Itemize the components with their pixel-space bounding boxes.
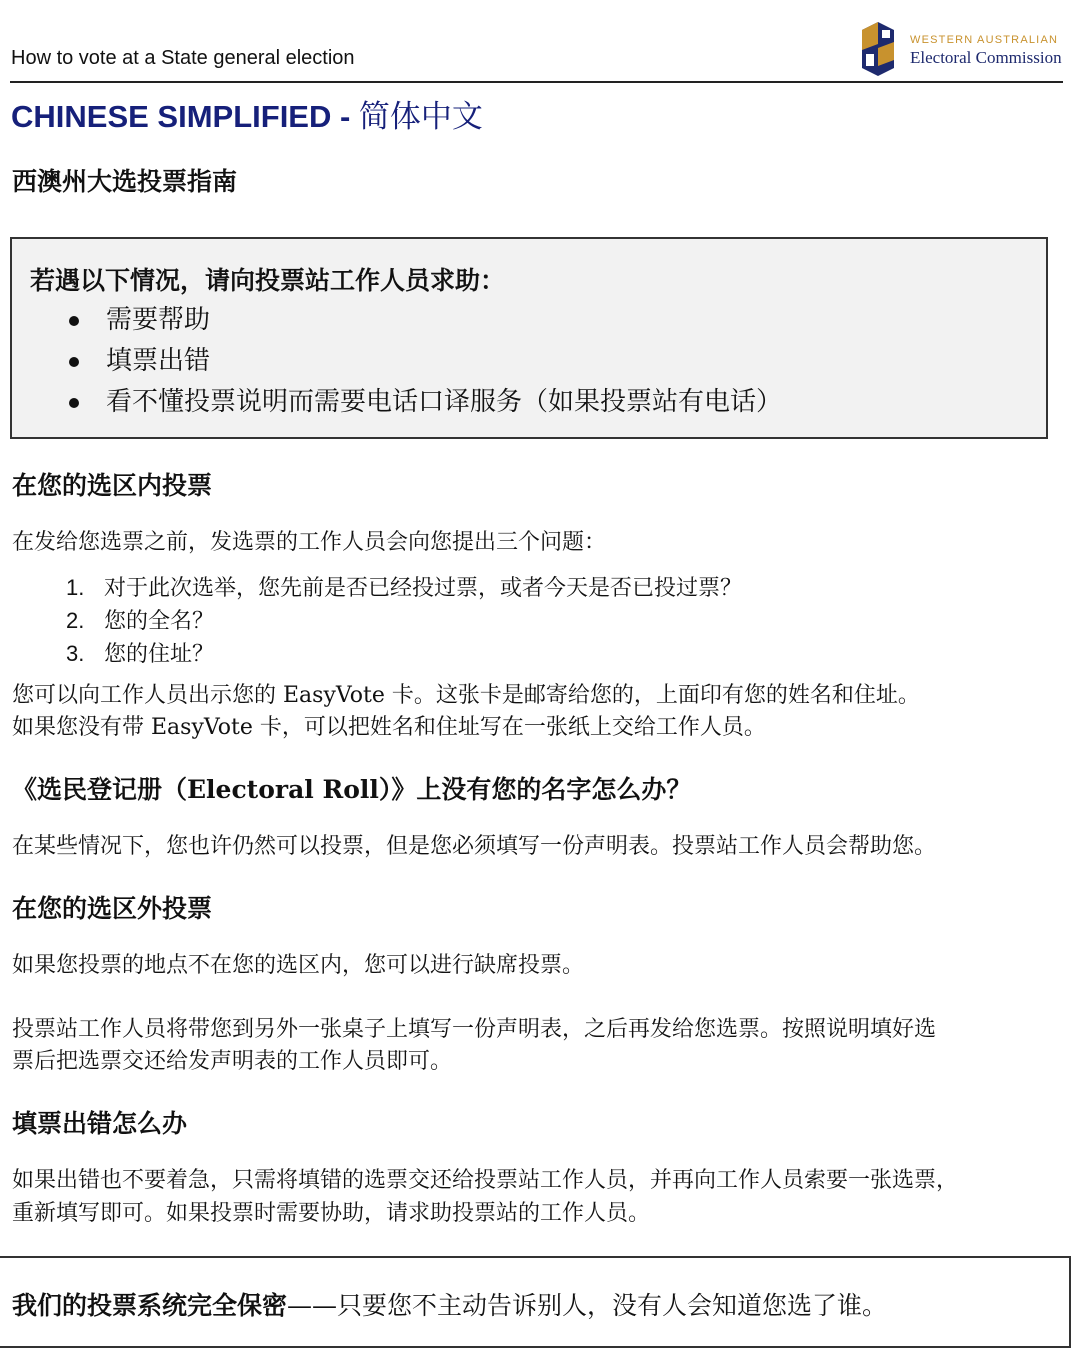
header-divider <box>10 81 1063 83</box>
question-text: 您的住址？ <box>104 642 215 667</box>
help-box <box>10 237 1048 439</box>
easyvote-paragraph-line-2: 如果您没有带 EasyVote 卡，可以把姓名和住址写在一张纸上交给工作人员。 <box>12 715 766 740</box>
easyvote-paragraph-line-1: 您可以向工作人员出示您的 EasyVote 卡。这张卡是邮寄给您的，上面印有您的姓名和住址。 <box>12 683 920 708</box>
section-heading-in-district: 在您的选区内投票 <box>12 471 213 500</box>
waec-logo-icon <box>858 20 898 78</box>
section-heading-mistake: 填票出错怎么办 <box>12 1109 188 1138</box>
out-district-text-2-line-1: 投票站工作人员将带您到另外一张桌子上填写一份声明表，之后再发给您选票。按照说明填好选 <box>12 1017 937 1042</box>
confidentiality-bold: 我们的投票系统完全保密 <box>12 1291 288 1320</box>
help-list <box>66 300 782 423</box>
confidentiality-text <box>12 1286 887 1322</box>
language-title-zh: 简体中文 <box>358 99 483 135</box>
out-district-text-2-line-2: 票后把选票交还给发声明表的工作人员即可。 <box>12 1049 453 1074</box>
section-heading-out-district: 在您的选区外投票 <box>12 894 213 923</box>
question-number: 1. <box>66 575 85 600</box>
question-list <box>66 571 742 670</box>
question-text: 对于此次选举，您先前是否已经投过票，或者今天是否已投过票？ <box>104 576 743 601</box>
question-text: 您的全名？ <box>104 609 215 634</box>
confidentiality-rest: ——只要您不主动告诉别人，没有人会知道您选了谁。 <box>287 1291 888 1320</box>
waec-logo <box>858 20 1063 80</box>
language-title-en: CHINESE SIMPLIFIED - <box>11 99 359 134</box>
mistake-text-line-2: 重新填写即可。如果投票时需要协助，请求助投票站的工作人员。 <box>12 1201 651 1226</box>
confidentiality-box <box>0 1256 1071 1348</box>
main-heading: 西澳州大选投票指南 <box>12 167 238 196</box>
logo-line-1: WESTERN AUSTRALIAN <box>910 34 1059 46</box>
question-number: 3. <box>66 641 85 666</box>
question-item <box>66 637 742 670</box>
logo-line-2: Electoral Commission <box>910 48 1062 67</box>
in-district-intro: 在发给您选票之前，发选票的工作人员会向您提出三个问题： <box>12 530 607 555</box>
out-district-text-1: 如果您投票的地点不在您的选区内，您可以进行缺席投票。 <box>12 953 585 978</box>
help-list-item: 看不懂投票说明而需要电话口译服务（如果投票站有电话） <box>66 382 782 423</box>
language-title <box>11 91 483 136</box>
question-item <box>66 571 742 604</box>
question-number: 2. <box>66 608 85 633</box>
document-header-title: How to vote at a State general election <box>11 47 355 69</box>
help-list-item: 填票出错 <box>66 341 782 382</box>
mistake-text-line-1: 如果出错也不要着急，只需将填错的选票交还给投票站工作人员，并再向工作人员索要一张选票， <box>12 1168 959 1193</box>
help-list-item: 需要帮助 <box>66 300 782 341</box>
help-box-title: 若遇以下情况，请向投票站工作人员求助： <box>30 266 506 295</box>
not-on-roll-text: 在某些情况下，您也许仍然可以投票，但是您必须填写一份声明表。投票站工作人员会帮助您。 <box>12 834 937 859</box>
section-heading-not-on-roll: 《选民登记册（Electoral Roll）》上没有您的名字怎么办？ <box>12 775 692 804</box>
question-item <box>66 604 742 637</box>
